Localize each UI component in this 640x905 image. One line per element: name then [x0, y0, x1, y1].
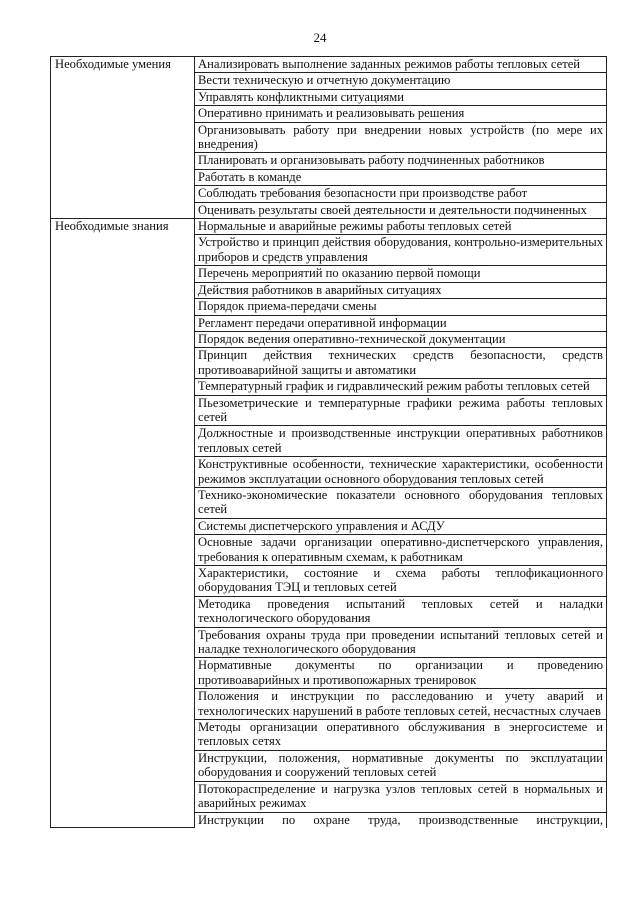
requirement-item: Основные задачи организации оперативно-диспетчерского управления, требования к оперативным схемам, к работникам: [195, 535, 607, 566]
requirement-item: Нормативные документы по организации и проведению противоаварийных и противопожарных тренировок: [195, 658, 607, 689]
requirement-item: Характеристики, состояние и схема работы теплофикационного оборудования ТЭЦ и тепловых сетей: [195, 566, 607, 597]
table-row: [51, 219, 607, 235]
requirement-item: Инструкции по охране труда, производственные инструкции,: [195, 812, 607, 828]
table-row: [51, 57, 607, 73]
requirement-item: Соблюдать требования безопасности при производстве работ: [195, 186, 607, 202]
competency-table-body: [51, 57, 607, 828]
requirement-item: Работать в команде: [195, 169, 607, 185]
requirement-item: Действия работников в аварийных ситуациях: [195, 282, 607, 298]
requirement-item: Вести техническую и отчетную документацию: [195, 73, 607, 89]
requirement-item: Температурный график и гидравлический режим работы тепловых сетей: [195, 379, 607, 395]
requirement-item: Должностные и производственные инструкции оперативных работников тепловых сетей: [195, 426, 607, 457]
requirement-item: Пьезометрические и температурные графики режима работы тепловых сетей: [195, 395, 607, 426]
requirement-item: Положения и инструкции по расследованию и учету аварий и технологических нарушений в работе тепловых сетей, несчастных случаев: [195, 689, 607, 720]
competency-table: [50, 56, 607, 828]
requirement-item: Методы организации оперативного обслуживания в энергосистеме и тепловых сетях: [195, 720, 607, 751]
section-label: Необходимые умения: [51, 57, 195, 219]
requirement-item: Системы диспетчерского управления и АСДУ: [195, 518, 607, 534]
requirement-item: Потокораспределение и нагрузка узлов тепловых сетей в нормальных и аварийных режимах: [195, 781, 607, 812]
requirement-item: Регламент передачи оперативной информации: [195, 315, 607, 331]
requirement-item: Порядок ведения оперативно-технической документации: [195, 331, 607, 347]
requirement-item: Анализировать выполнение заданных режимов работы тепловых сетей: [195, 57, 607, 73]
requirement-item: Технико-экономические показатели основного оборудования тепловых сетей: [195, 487, 607, 518]
requirement-item: Конструктивные особенности, технические характеристики, особенности режимов эксплуатации основного оборудования тепловых сетей: [195, 457, 607, 488]
requirement-item: Устройство и принцип действия оборудования, контрольно-измерительных приборов и средств управления: [195, 235, 607, 266]
section-label: Необходимые знания: [51, 219, 195, 828]
requirement-item: Инструкции, положения, нормативные документы по эксплуатации оборудования и сооружений тепловых сетей: [195, 750, 607, 781]
requirement-item: Порядок приема-передачи смены: [195, 299, 607, 315]
requirement-item: Методика проведения испытаний тепловых сетей и наладки технологического оборудования: [195, 596, 607, 627]
page-number: 24: [313, 30, 327, 45]
requirement-item: Оперативно принимать и реализовывать решения: [195, 106, 607, 122]
requirement-item: Нормальные и аварийные режимы работы тепловых сетей: [195, 219, 607, 235]
requirement-item: Принцип действия технических средств безопасности, средств противоаварийной защиты и автоматики: [195, 348, 607, 379]
requirement-item: Требования охраны труда при проведении испытаний тепловых сетей и наладке технологического оборудования: [195, 627, 607, 658]
requirement-item: Планировать и организовывать работу подчиненных работников: [195, 153, 607, 169]
requirement-item: Перечень мероприятий по оказанию первой помощи: [195, 266, 607, 282]
requirement-item: Управлять конфликтными ситуациями: [195, 89, 607, 105]
requirement-item: Оценивать результаты своей деятельности и деятельности подчиненных: [195, 202, 607, 218]
requirement-item: Организовывать работу при внедрении новых устройств (по мере их внедрения): [195, 122, 607, 153]
